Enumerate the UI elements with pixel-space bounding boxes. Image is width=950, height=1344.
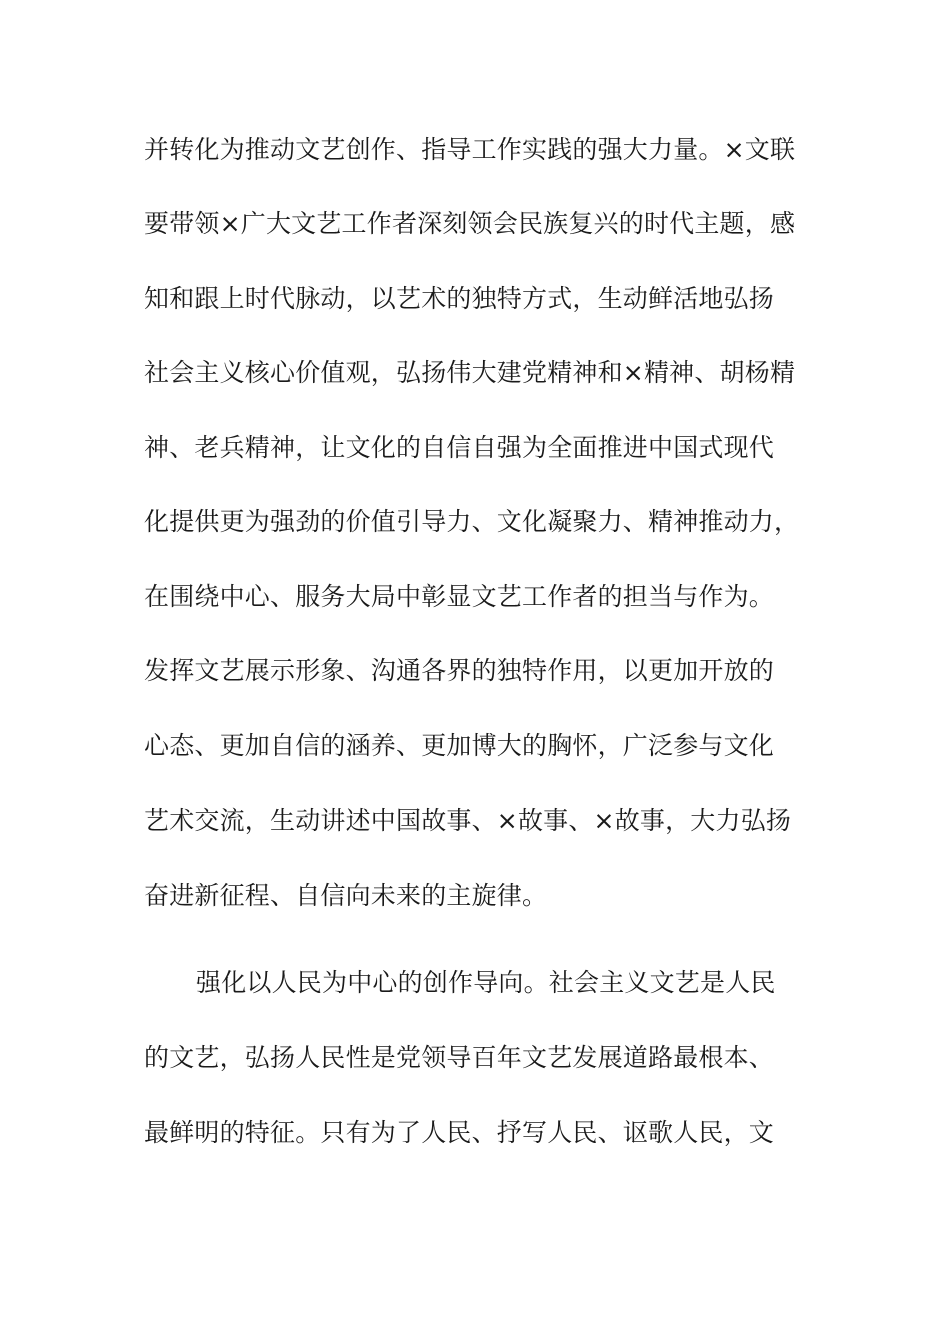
text-line: 知和跟上时代脉动，以艺术的独特方式，生动鲜活地弘扬 — [144, 284, 775, 313]
text-line: 神、老兵精神，让文化的自信自强为全面推进中国式现代 — [144, 433, 775, 462]
text-line: 社会主义核心价值观，弘扬伟大建党精神和×精神、胡杨精 — [144, 358, 796, 387]
text-line: 最鲜明的特征。只有为了人民、抒写人民、讴歌人民，文 — [144, 1118, 775, 1147]
text-line: 化提供更为强劲的价值引导力、文化凝聚力、精神推动力， — [144, 507, 800, 536]
text-line: 发挥文艺展示形象、沟通各界的独特作用，以更加开放的 — [144, 656, 775, 685]
text-line: 的文艺，弘扬人民性是党领导百年文艺发展道路最根本、 — [144, 1043, 775, 1072]
text-line: 奋进新征程、自信向未来的主旋律。 — [144, 881, 548, 910]
text-line: 艺术交流，生动讲述中国故事、×故事、×故事，大力弘扬 — [144, 806, 792, 835]
paragraph-first-line: 强化以人民为中心的创作导向。社会主义文艺是人民 — [196, 968, 776, 997]
text-line: 要带领×广大文艺工作者深刻领会民族复兴的时代主题，感 — [144, 209, 796, 238]
text-line: 并转化为推动文艺创作、指导工作实践的强大力量。×文联 — [144, 135, 796, 164]
text-line: 心态、更加自信的涵养、更加博大的胸怀，广泛参与文化 — [144, 731, 775, 760]
text-line: 在围绕中心、服务大局中彰显文艺工作者的担当与作为。 — [144, 582, 775, 611]
